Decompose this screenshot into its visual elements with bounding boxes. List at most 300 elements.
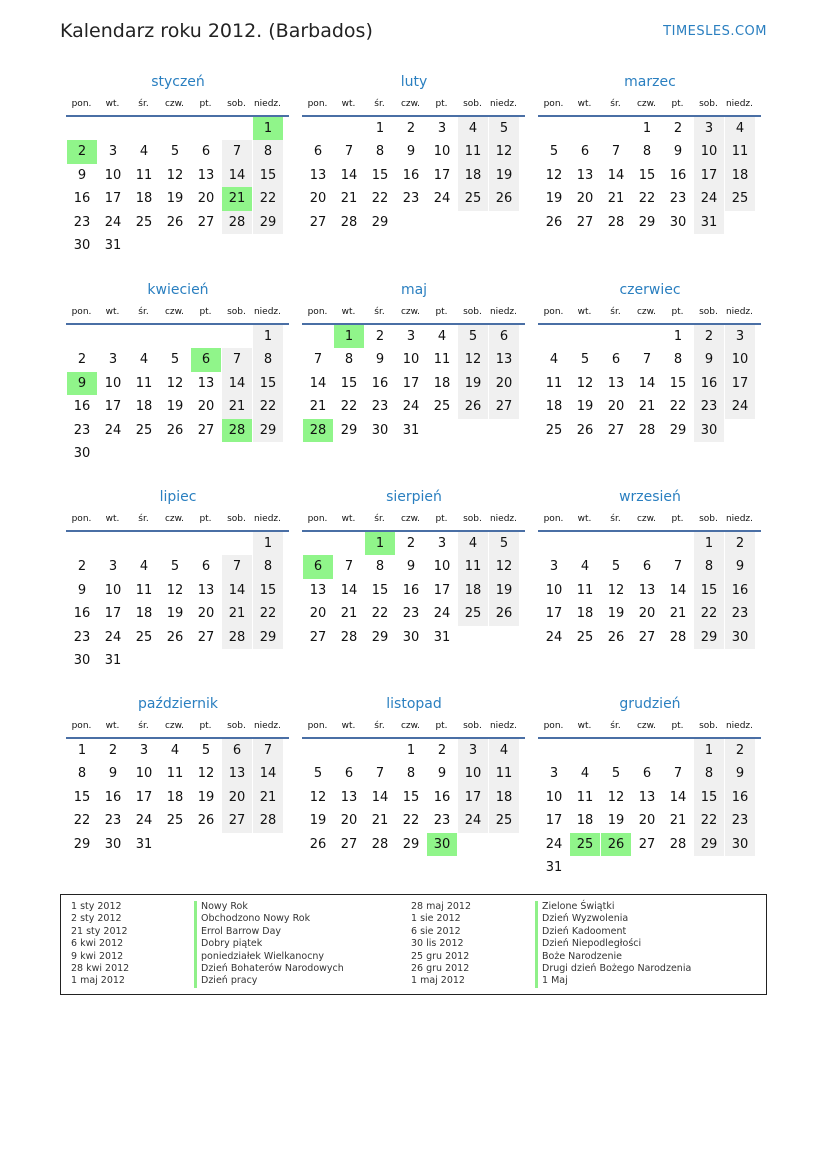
day-cell[interactable]: 18 bbox=[576, 813, 594, 829]
day-cell[interactable]: 15 bbox=[371, 582, 389, 598]
day-cell[interactable]: 17 bbox=[104, 606, 122, 622]
day-cell[interactable]: 1 bbox=[253, 325, 283, 348]
day-cell[interactable]: 13 bbox=[638, 789, 656, 805]
day-cell[interactable]: 6 bbox=[580, 144, 590, 160]
day-cell[interactable]: 13 bbox=[489, 348, 519, 371]
day-cell[interactable]: 15 bbox=[694, 786, 724, 809]
day-cell[interactable]: 13 bbox=[576, 167, 594, 183]
day-cell[interactable]: 28 bbox=[253, 809, 283, 832]
day-cell[interactable]: 12 bbox=[197, 766, 215, 782]
day-cell[interactable]: 29 bbox=[371, 214, 389, 230]
day-cell[interactable]: 14 bbox=[340, 582, 358, 598]
day-cell[interactable]: 22 bbox=[669, 399, 687, 415]
day-cell[interactable]: 17 bbox=[458, 786, 488, 809]
day-cell[interactable]: 9 bbox=[108, 766, 118, 782]
day-cell[interactable]: 29 bbox=[253, 419, 283, 442]
day-cell[interactable]: 7 bbox=[253, 739, 283, 762]
day-cell[interactable]: 7 bbox=[642, 352, 652, 368]
day-cell[interactable]: 22 bbox=[371, 606, 389, 622]
day-cell[interactable]: 22 bbox=[253, 395, 283, 418]
day-cell[interactable]: 29 bbox=[253, 626, 283, 649]
day-cell[interactable]: 4 bbox=[139, 559, 149, 575]
day-cell[interactable]: 26 bbox=[166, 629, 184, 645]
day-cell[interactable]: 8 bbox=[694, 555, 724, 578]
day-cell[interactable]: 23 bbox=[725, 602, 755, 625]
day-cell[interactable]: 22 bbox=[402, 813, 420, 829]
day-cell[interactable]: 14 bbox=[309, 375, 327, 391]
day-cell[interactable]: 17 bbox=[402, 375, 420, 391]
day-cell[interactable]: 10 bbox=[694, 140, 724, 163]
day-cell[interactable]: 12 bbox=[166, 167, 184, 183]
day-cell[interactable]: 31 bbox=[104, 237, 122, 253]
day-cell[interactable]: 10 bbox=[725, 348, 755, 371]
day-cell[interactable]: 24 bbox=[545, 629, 563, 645]
day-cell[interactable]: 24 bbox=[433, 606, 451, 622]
day-cell[interactable]: 23 bbox=[371, 399, 389, 415]
day-cell[interactable]: 19 bbox=[458, 372, 488, 395]
day-cell[interactable]: 21 bbox=[638, 399, 656, 415]
day-cell[interactable]: 10 bbox=[104, 167, 122, 183]
day-cell[interactable]: 31 bbox=[433, 629, 451, 645]
day-cell[interactable]: 31 bbox=[694, 211, 724, 234]
day-cell[interactable]: 19 bbox=[607, 606, 625, 622]
day-cell[interactable]: 19 bbox=[489, 579, 519, 602]
day-cell[interactable]: 19 bbox=[489, 164, 519, 187]
day-cell[interactable]: 2 bbox=[725, 532, 755, 555]
day-cell[interactable]: 4 bbox=[580, 766, 590, 782]
day-cell[interactable]: 2 bbox=[77, 559, 87, 575]
day-cell[interactable]: 5 bbox=[489, 532, 519, 555]
day-cell[interactable]: 4 bbox=[139, 144, 149, 160]
day-cell[interactable]: 13 bbox=[197, 167, 215, 183]
day-cell[interactable]: 21 bbox=[371, 813, 389, 829]
day-cell[interactable]: 18 bbox=[576, 606, 594, 622]
day-cell[interactable]: 24 bbox=[402, 399, 420, 415]
day-cell[interactable]: 26 bbox=[166, 214, 184, 230]
day-cell[interactable]: 13 bbox=[309, 582, 327, 598]
day-cell[interactable]: 1 bbox=[694, 532, 724, 555]
day-cell[interactable]: 26 bbox=[197, 813, 215, 829]
day-cell[interactable]: 29 bbox=[694, 833, 724, 856]
day-cell[interactable]: 17 bbox=[725, 372, 755, 395]
day-cell[interactable]: 19 bbox=[166, 606, 184, 622]
day-cell[interactable]: 26 bbox=[489, 187, 519, 210]
day-cell[interactable]: 8 bbox=[673, 352, 683, 368]
day-cell[interactable]: 6 bbox=[201, 144, 211, 160]
day-cell[interactable]: 23 bbox=[73, 214, 91, 230]
day-cell[interactable]: 28 bbox=[340, 629, 358, 645]
day-cell[interactable]: 2 bbox=[77, 352, 87, 368]
day-cell[interactable]: 9 bbox=[406, 559, 416, 575]
day-cell[interactable]: 21 bbox=[222, 395, 252, 418]
day-cell[interactable]: 9 bbox=[77, 582, 87, 598]
day-cell[interactable]: 25 bbox=[570, 833, 600, 856]
day-cell[interactable]: 20 bbox=[340, 813, 358, 829]
day-cell[interactable]: 18 bbox=[489, 786, 519, 809]
day-cell[interactable]: 10 bbox=[433, 144, 451, 160]
day-cell[interactable]: 27 bbox=[638, 836, 656, 852]
day-cell[interactable]: 27 bbox=[607, 422, 625, 438]
day-cell[interactable]: 16 bbox=[725, 786, 755, 809]
day-cell[interactable]: 27 bbox=[222, 809, 252, 832]
day-cell[interactable]: 4 bbox=[549, 352, 559, 368]
day-cell[interactable]: 31 bbox=[135, 836, 153, 852]
day-cell[interactable]: 25 bbox=[725, 187, 755, 210]
day-cell[interactable]: 23 bbox=[104, 813, 122, 829]
day-cell[interactable]: 13 bbox=[607, 375, 625, 391]
day-cell[interactable]: 6 bbox=[313, 144, 323, 160]
day-cell[interactable]: 27 bbox=[638, 629, 656, 645]
day-cell[interactable]: 15 bbox=[402, 789, 420, 805]
day-cell[interactable]: 22 bbox=[73, 813, 91, 829]
day-cell[interactable]: 18 bbox=[433, 375, 451, 391]
day-cell[interactable]: 19 bbox=[197, 789, 215, 805]
day-cell[interactable]: 26 bbox=[576, 422, 594, 438]
day-cell[interactable]: 25 bbox=[135, 629, 153, 645]
day-cell[interactable]: 26 bbox=[309, 836, 327, 852]
day-cell[interactable]: 30 bbox=[371, 422, 389, 438]
day-cell[interactable]: 28 bbox=[371, 836, 389, 852]
day-cell[interactable]: 6 bbox=[642, 559, 652, 575]
day-cell[interactable]: 19 bbox=[545, 191, 563, 207]
day-cell[interactable]: 3 bbox=[108, 559, 118, 575]
day-cell[interactable]: 16 bbox=[402, 167, 420, 183]
day-cell[interactable]: 2 bbox=[725, 739, 755, 762]
day-cell[interactable]: 7 bbox=[375, 766, 385, 782]
day-cell[interactable]: 10 bbox=[545, 789, 563, 805]
day-cell[interactable]: 26 bbox=[545, 214, 563, 230]
day-cell[interactable]: 22 bbox=[371, 191, 389, 207]
day-cell[interactable]: 17 bbox=[433, 167, 451, 183]
day-cell[interactable]: 14 bbox=[371, 789, 389, 805]
day-cell[interactable]: 19 bbox=[166, 191, 184, 207]
day-cell[interactable]: 30 bbox=[669, 214, 687, 230]
day-cell[interactable]: 8 bbox=[344, 352, 354, 368]
day-cell[interactable]: 30 bbox=[694, 419, 724, 442]
day-cell[interactable]: 4 bbox=[458, 117, 488, 140]
day-cell[interactable]: 21 bbox=[222, 187, 252, 210]
day-cell[interactable]: 31 bbox=[104, 652, 122, 668]
day-cell[interactable]: 17 bbox=[694, 164, 724, 187]
day-cell[interactable]: 5 bbox=[580, 352, 590, 368]
day-cell[interactable]: 22 bbox=[694, 602, 724, 625]
day-cell[interactable]: 7 bbox=[222, 140, 252, 163]
day-cell[interactable]: 16 bbox=[669, 167, 687, 183]
day-cell[interactable]: 1 bbox=[253, 117, 283, 140]
day-cell[interactable]: 8 bbox=[77, 766, 87, 782]
day-cell[interactable]: 12 bbox=[489, 140, 519, 163]
day-cell[interactable]: 25 bbox=[489, 809, 519, 832]
day-cell[interactable]: 20 bbox=[309, 606, 327, 622]
day-cell[interactable]: 7 bbox=[611, 144, 621, 160]
day-cell[interactable]: 15 bbox=[73, 789, 91, 805]
day-cell[interactable]: 20 bbox=[309, 191, 327, 207]
day-cell[interactable]: 2 bbox=[406, 121, 416, 136]
day-cell[interactable]: 20 bbox=[197, 191, 215, 207]
day-cell[interactable]: 12 bbox=[545, 167, 563, 183]
day-cell[interactable]: 4 bbox=[725, 117, 755, 140]
day-cell[interactable]: 20 bbox=[197, 399, 215, 415]
day-cell[interactable]: 24 bbox=[545, 836, 563, 852]
day-cell[interactable]: 9 bbox=[375, 352, 385, 368]
day-cell[interactable]: 18 bbox=[135, 399, 153, 415]
day-cell[interactable]: 6 bbox=[191, 348, 221, 371]
day-cell[interactable]: 12 bbox=[576, 375, 594, 391]
day-cell[interactable]: 29 bbox=[638, 214, 656, 230]
day-cell[interactable]: 17 bbox=[545, 606, 563, 622]
day-cell[interactable]: 10 bbox=[545, 582, 563, 598]
day-cell[interactable]: 13 bbox=[197, 375, 215, 391]
day-cell[interactable]: 21 bbox=[222, 602, 252, 625]
day-cell[interactable]: 1 bbox=[406, 743, 416, 758]
day-cell[interactable]: 15 bbox=[371, 167, 389, 183]
day-cell[interactable]: 2 bbox=[437, 743, 447, 758]
day-cell[interactable]: 4 bbox=[170, 743, 180, 758]
day-cell[interactable]: 13 bbox=[309, 167, 327, 183]
day-cell[interactable]: 25 bbox=[545, 422, 563, 438]
day-cell[interactable]: 23 bbox=[402, 606, 420, 622]
day-cell[interactable]: 6 bbox=[303, 555, 333, 578]
site-link[interactable]: TIMESLES.COM bbox=[663, 24, 767, 39]
day-cell[interactable]: 4 bbox=[437, 329, 447, 344]
day-cell[interactable]: 21 bbox=[340, 606, 358, 622]
day-cell[interactable]: 23 bbox=[402, 191, 420, 207]
day-cell[interactable]: 18 bbox=[458, 579, 488, 602]
day-cell[interactable]: 17 bbox=[433, 582, 451, 598]
day-cell[interactable]: 12 bbox=[309, 789, 327, 805]
day-cell[interactable]: 11 bbox=[489, 762, 519, 785]
day-cell[interactable]: 25 bbox=[576, 629, 594, 645]
day-cell[interactable]: 11 bbox=[135, 375, 153, 391]
day-cell[interactable]: 11 bbox=[725, 140, 755, 163]
day-cell[interactable]: 16 bbox=[104, 789, 122, 805]
day-cell[interactable]: 24 bbox=[104, 629, 122, 645]
day-cell[interactable]: 14 bbox=[340, 167, 358, 183]
day-cell[interactable]: 12 bbox=[166, 582, 184, 598]
day-cell[interactable]: 3 bbox=[139, 743, 149, 758]
day-cell[interactable]: 27 bbox=[489, 395, 519, 418]
day-cell[interactable]: 6 bbox=[489, 325, 519, 348]
day-cell[interactable]: 30 bbox=[73, 237, 91, 253]
day-cell[interactable]: 11 bbox=[135, 167, 153, 183]
day-cell[interactable]: 9 bbox=[694, 348, 724, 371]
day-cell[interactable]: 14 bbox=[222, 372, 252, 395]
day-cell[interactable]: 25 bbox=[135, 422, 153, 438]
day-cell[interactable]: 21 bbox=[253, 786, 283, 809]
day-cell[interactable]: 4 bbox=[489, 739, 519, 762]
day-cell[interactable]: 2 bbox=[406, 536, 416, 551]
day-cell[interactable]: 10 bbox=[402, 352, 420, 368]
day-cell[interactable]: 10 bbox=[135, 766, 153, 782]
day-cell[interactable]: 21 bbox=[669, 813, 687, 829]
day-cell[interactable]: 23 bbox=[73, 422, 91, 438]
day-cell[interactable]: 1 bbox=[375, 121, 385, 136]
day-cell[interactable]: 24 bbox=[104, 214, 122, 230]
day-cell[interactable]: 26 bbox=[607, 629, 625, 645]
day-cell[interactable]: 6 bbox=[222, 739, 252, 762]
day-cell[interactable]: 15 bbox=[638, 167, 656, 183]
day-cell[interactable]: 29 bbox=[340, 422, 358, 438]
day-cell[interactable]: 15 bbox=[253, 372, 283, 395]
day-cell[interactable]: 15 bbox=[253, 164, 283, 187]
day-cell[interactable]: 5 bbox=[201, 743, 211, 758]
day-cell[interactable]: 22 bbox=[694, 809, 724, 832]
day-cell[interactable]: 5 bbox=[549, 144, 559, 160]
day-cell[interactable]: 7 bbox=[222, 348, 252, 371]
day-cell[interactable]: 13 bbox=[340, 789, 358, 805]
day-cell[interactable]: 30 bbox=[427, 833, 457, 856]
day-cell[interactable]: 10 bbox=[458, 762, 488, 785]
day-cell[interactable]: 3 bbox=[549, 766, 559, 782]
day-cell[interactable]: 28 bbox=[222, 626, 252, 649]
day-cell[interactable]: 27 bbox=[197, 214, 215, 230]
day-cell[interactable]: 9 bbox=[406, 144, 416, 160]
day-cell[interactable]: 7 bbox=[222, 555, 252, 578]
day-cell[interactable]: 25 bbox=[166, 813, 184, 829]
day-cell[interactable]: 15 bbox=[694, 579, 724, 602]
day-cell[interactable]: 18 bbox=[458, 164, 488, 187]
day-cell[interactable]: 11 bbox=[166, 766, 184, 782]
day-cell[interactable]: 10 bbox=[104, 582, 122, 598]
day-cell[interactable]: 30 bbox=[73, 652, 91, 668]
day-cell[interactable]: 3 bbox=[694, 117, 724, 140]
day-cell[interactable]: 21 bbox=[309, 399, 327, 415]
day-cell[interactable]: 28 bbox=[669, 836, 687, 852]
day-cell[interactable]: 10 bbox=[104, 375, 122, 391]
day-cell[interactable]: 28 bbox=[222, 419, 252, 442]
day-cell[interactable]: 22 bbox=[340, 399, 358, 415]
day-cell[interactable]: 24 bbox=[433, 191, 451, 207]
day-cell[interactable]: 29 bbox=[253, 211, 283, 234]
day-cell[interactable]: 11 bbox=[576, 789, 594, 805]
day-cell[interactable]: 19 bbox=[309, 813, 327, 829]
day-cell[interactable]: 12 bbox=[607, 582, 625, 598]
day-cell[interactable]: 30 bbox=[725, 626, 755, 649]
day-cell[interactable]: 30 bbox=[104, 836, 122, 852]
day-cell[interactable]: 18 bbox=[135, 191, 153, 207]
day-cell[interactable]: 24 bbox=[135, 813, 153, 829]
day-cell[interactable]: 29 bbox=[669, 422, 687, 438]
day-cell[interactable]: 18 bbox=[545, 399, 563, 415]
day-cell[interactable]: 26 bbox=[458, 395, 488, 418]
day-cell[interactable]: 9 bbox=[725, 555, 755, 578]
day-cell[interactable]: 9 bbox=[77, 167, 87, 183]
day-cell[interactable]: 8 bbox=[253, 140, 283, 163]
day-cell[interactable]: 8 bbox=[375, 559, 385, 575]
day-cell[interactable]: 26 bbox=[489, 602, 519, 625]
day-cell[interactable]: 17 bbox=[104, 191, 122, 207]
day-cell[interactable]: 14 bbox=[222, 164, 252, 187]
day-cell[interactable]: 3 bbox=[406, 329, 416, 344]
day-cell[interactable]: 25 bbox=[433, 399, 451, 415]
day-cell[interactable]: 21 bbox=[340, 191, 358, 207]
day-cell[interactable]: 2 bbox=[673, 121, 683, 136]
day-cell[interactable]: 14 bbox=[253, 762, 283, 785]
day-cell[interactable]: 1 bbox=[694, 739, 724, 762]
day-cell[interactable]: 26 bbox=[166, 422, 184, 438]
day-cell[interactable]: 26 bbox=[601, 833, 631, 856]
day-cell[interactable]: 24 bbox=[458, 809, 488, 832]
day-cell[interactable]: 30 bbox=[402, 629, 420, 645]
day-cell[interactable]: 22 bbox=[253, 187, 283, 210]
day-cell[interactable]: 11 bbox=[545, 375, 563, 391]
day-cell[interactable]: 15 bbox=[340, 375, 358, 391]
day-cell[interactable]: 29 bbox=[694, 626, 724, 649]
day-cell[interactable]: 23 bbox=[694, 395, 724, 418]
day-cell[interactable]: 13 bbox=[222, 762, 252, 785]
day-cell[interactable]: 16 bbox=[73, 606, 91, 622]
day-cell[interactable]: 5 bbox=[313, 766, 323, 782]
day-cell[interactable]: 20 bbox=[489, 372, 519, 395]
day-cell[interactable]: 10 bbox=[433, 559, 451, 575]
day-cell[interactable]: 11 bbox=[433, 352, 451, 368]
day-cell[interactable]: 7 bbox=[313, 352, 323, 368]
day-cell[interactable]: 5 bbox=[170, 559, 180, 575]
day-cell[interactable]: 28 bbox=[303, 419, 333, 442]
day-cell[interactable]: 16 bbox=[725, 579, 755, 602]
day-cell[interactable]: 25 bbox=[135, 214, 153, 230]
day-cell[interactable]: 7 bbox=[344, 559, 354, 575]
day-cell[interactable]: 28 bbox=[340, 214, 358, 230]
day-cell[interactable]: 13 bbox=[197, 582, 215, 598]
day-cell[interactable]: 18 bbox=[725, 164, 755, 187]
day-cell[interactable]: 28 bbox=[638, 422, 656, 438]
day-cell[interactable]: 16 bbox=[433, 789, 451, 805]
day-cell[interactable]: 20 bbox=[222, 786, 252, 809]
day-cell[interactable]: 5 bbox=[458, 325, 488, 348]
day-cell[interactable]: 18 bbox=[166, 789, 184, 805]
day-cell[interactable]: 17 bbox=[135, 789, 153, 805]
day-cell[interactable]: 17 bbox=[104, 399, 122, 415]
day-cell[interactable]: 11 bbox=[458, 555, 488, 578]
day-cell[interactable]: 27 bbox=[340, 836, 358, 852]
day-cell[interactable]: 4 bbox=[580, 559, 590, 575]
day-cell[interactable]: 12 bbox=[489, 555, 519, 578]
day-cell[interactable]: 27 bbox=[197, 629, 215, 645]
day-cell[interactable]: 20 bbox=[638, 606, 656, 622]
day-cell[interactable]: 14 bbox=[607, 167, 625, 183]
day-cell[interactable]: 21 bbox=[607, 191, 625, 207]
day-cell[interactable]: 27 bbox=[309, 629, 327, 645]
day-cell[interactable]: 1 bbox=[253, 532, 283, 555]
day-cell[interactable]: 9 bbox=[437, 766, 447, 782]
day-cell[interactable]: 19 bbox=[576, 399, 594, 415]
day-cell[interactable]: 5 bbox=[611, 766, 621, 782]
day-cell[interactable]: 7 bbox=[673, 559, 683, 575]
day-cell[interactable]: 13 bbox=[638, 582, 656, 598]
day-cell[interactable]: 11 bbox=[135, 582, 153, 598]
day-cell[interactable]: 24 bbox=[694, 187, 724, 210]
day-cell[interactable]: 2 bbox=[108, 743, 118, 758]
day-cell[interactable]: 3 bbox=[458, 739, 488, 762]
day-cell[interactable]: 5 bbox=[611, 559, 621, 575]
day-cell[interactable]: 5 bbox=[170, 352, 180, 368]
day-cell[interactable]: 20 bbox=[576, 191, 594, 207]
day-cell[interactable]: 8 bbox=[375, 144, 385, 160]
day-cell[interactable]: 27 bbox=[576, 214, 594, 230]
day-cell[interactable]: 30 bbox=[73, 445, 91, 461]
day-cell[interactable]: 23 bbox=[433, 813, 451, 829]
day-cell[interactable]: 14 bbox=[638, 375, 656, 391]
day-cell[interactable]: 1 bbox=[334, 325, 364, 348]
day-cell[interactable]: 6 bbox=[642, 766, 652, 782]
day-cell[interactable]: 1 bbox=[365, 532, 395, 555]
day-cell[interactable]: 23 bbox=[725, 809, 755, 832]
day-cell[interactable]: 4 bbox=[139, 352, 149, 368]
day-cell[interactable]: 16 bbox=[73, 399, 91, 415]
day-cell[interactable]: 29 bbox=[371, 629, 389, 645]
day-cell[interactable]: 18 bbox=[135, 606, 153, 622]
